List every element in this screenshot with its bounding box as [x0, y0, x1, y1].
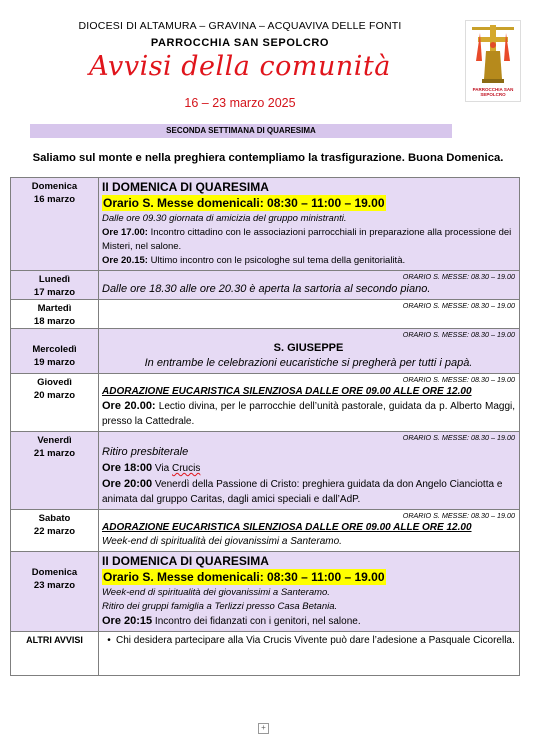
table-row — [11, 632, 520, 676]
orario-note: ORARIO S. MESSE: 08.30 – 19.00 — [402, 330, 515, 339]
time-label: Ore 20:00 — [102, 478, 153, 490]
orario-note: ORARIO S. MESSE: 08.30 – 19.00 — [402, 375, 515, 384]
notice-line — [102, 477, 515, 507]
table-row — [11, 374, 520, 432]
logo-caption: PARROCCHIA SAN SEPOLCRO — [472, 87, 514, 97]
section-label: ALTRI AVVISI — [26, 635, 83, 645]
schedule-table — [10, 177, 520, 676]
orario-note: ORARIO S. MESSE: 08.30 – 19.00 — [402, 511, 515, 520]
table-row — [11, 300, 520, 329]
day-cell — [11, 329, 99, 374]
notice-line — [102, 460, 515, 477]
add-row-icon[interactable]: + — [258, 723, 269, 734]
orario-note: ORARIO S. MESSE: 08.30 – 19.00 — [402, 272, 515, 281]
day-date: 23 marzo — [33, 580, 76, 591]
notice-text: Ultimo incontro con le psicologhe sul tema della genitorialità. — [147, 255, 406, 266]
adoration-notice: ADORAZIONE EUCARISTICA SILENZIOSA DALLE ORE 09.00 ALLE ORE 12.00 — [102, 522, 472, 533]
time-label: Ore 20.00: — [102, 400, 156, 412]
date-range: 16 – 23 marzo 2025 — [184, 96, 296, 110]
notice-text: Venerdì della Passione di Cristo: preghiera guidata da don Angelo Cianciotta e animata dal gruppo Caritas, dagli amici speciali e dall’AdP. — [102, 479, 503, 505]
day-cell — [11, 271, 99, 300]
day-date: 19 marzo — [33, 357, 76, 368]
notice-line — [102, 254, 515, 268]
notice-line: Dalle ore 09.30 giornata di amicizia del gruppo ministranti. — [102, 213, 347, 224]
mass-times-highlight: Orario S. Messe domenicali: 08:30 – 11:00 – 19.00 — [103, 196, 385, 210]
intro-message: Saliamo sul monte e nella preghiera contempliamo la trasfigurazione. Buona Domenica. — [32, 152, 504, 164]
notice-text: Incontro cittadino con le associazioni parrocchiali in preparazione alla processione dei Misteri, nel salone. — [102, 227, 512, 252]
table-row — [11, 178, 520, 271]
notice-text: Chi desidera partecipare alla Via Crucis Vivente può dare l’adesione a Pasquale Cicorella. — [116, 635, 515, 646]
day-cell — [11, 510, 99, 552]
day-name: Sabato — [38, 513, 71, 524]
day-name: Venerdì — [37, 435, 72, 446]
notice-line: Week-end di spiritualità dei giovanissimi a Santeramo. — [102, 587, 330, 598]
day-name: Giovedì — [37, 377, 72, 388]
notice-text: Incontro dei fidanzati con i genitori, nel salone. — [152, 616, 361, 627]
list-item — [102, 634, 515, 648]
bullet-icon: • — [107, 635, 111, 646]
day-date: 16 marzo — [33, 194, 76, 205]
day-date: 20 marzo — [33, 390, 76, 401]
day-cell — [11, 178, 99, 271]
notice-line: In entrambe le celebrazioni eucaristiche si pregherà per tutti i papà. — [144, 357, 473, 369]
table-row — [11, 432, 520, 510]
spellcheck-word: Crucis — [172, 463, 201, 474]
content-cell — [99, 271, 520, 300]
content-cell — [99, 632, 520, 676]
day-name: Lunedì — [38, 274, 71, 285]
table-row — [11, 329, 520, 374]
content-cell — [99, 432, 520, 510]
mass-times-highlight: Orario S. Messe domenicali: 08:30 – 11:00 – 19.00 — [103, 570, 385, 584]
day-date: 21 marzo — [33, 448, 76, 459]
day-cell — [11, 374, 99, 432]
week-banner: SECONDA SETTIMANA DI QUARESIMA — [30, 124, 452, 138]
notice-line — [102, 226, 515, 254]
cross-logo-icon — [466, 21, 520, 91]
row-heading: S. GIUSEPPE — [273, 342, 344, 354]
day-name: Martedì — [37, 303, 72, 314]
time-label: Ore 20.15: — [102, 255, 148, 266]
day-date: 22 marzo — [33, 526, 76, 537]
day-name: Domenica — [31, 567, 78, 578]
page-title: Avvisi della comunità — [89, 51, 391, 82]
orario-note: ORARIO S. MESSE: 08.30 – 19.00 — [402, 433, 515, 442]
content-cell — [99, 552, 520, 632]
parish-logo — [465, 20, 521, 102]
table-row — [11, 510, 520, 552]
day-cell — [11, 632, 99, 676]
time-label: Ore 20:15 — [102, 615, 153, 627]
notice-line: Ritiro dei gruppi famiglia a Terlizzi presso Casa Betania. — [102, 601, 338, 612]
content-cell — [99, 178, 520, 271]
row-heading: II DOMENICA DI QUARESIMA — [102, 554, 269, 568]
content-cell — [99, 374, 520, 432]
diocese-name: DIOCESI DI ALTAMURA – GRAVINA – ACQUAVIVA DELLE FONTI — [78, 20, 402, 32]
day-date: 17 marzo — [33, 287, 76, 298]
day-cell — [11, 432, 99, 510]
day-name: Domenica — [31, 181, 78, 192]
table-row — [11, 271, 520, 300]
day-name: Mercoledì — [32, 344, 77, 355]
time-label: Ore 18:00 — [102, 462, 153, 474]
orario-note: ORARIO S. MESSE: 08.30 – 19.00 — [402, 301, 515, 310]
content-cell — [99, 510, 520, 552]
notice-line: Week-end di spiritualità dei giovanissimi a Santeramo. — [102, 536, 342, 547]
parish-name: PARROCCHIA SAN SEPOLCRO — [150, 37, 330, 49]
notice-line: Dalle ore 18.30 alle ore 20.30 è aperta la sartoria al secondo piano. — [102, 283, 431, 295]
day-date: 18 marzo — [33, 316, 76, 327]
day-cell — [11, 300, 99, 329]
row-heading: II DOMENICA DI QUARESIMA — [102, 180, 269, 194]
day-cell — [11, 552, 99, 632]
notice-text: Lectio divina, per le parrocchie dell’unità pastorale, guidata da p. Alberto Maggi, presso la Cattedrale. — [102, 401, 516, 427]
content-cell — [99, 329, 520, 374]
table-row — [11, 552, 520, 632]
notice-line — [102, 399, 515, 429]
notice-line — [102, 614, 515, 629]
notice-line: Ritiro presbiterale — [102, 446, 189, 458]
notice-text: Via — [152, 463, 172, 474]
content-cell — [99, 300, 520, 329]
time-label: Ore 17.00: — [102, 227, 148, 238]
adoration-notice: ADORAZIONE EUCARISTICA SILENZIOSA DALLE ORE 09.00 ALLE ORE 12.00 — [102, 386, 472, 397]
